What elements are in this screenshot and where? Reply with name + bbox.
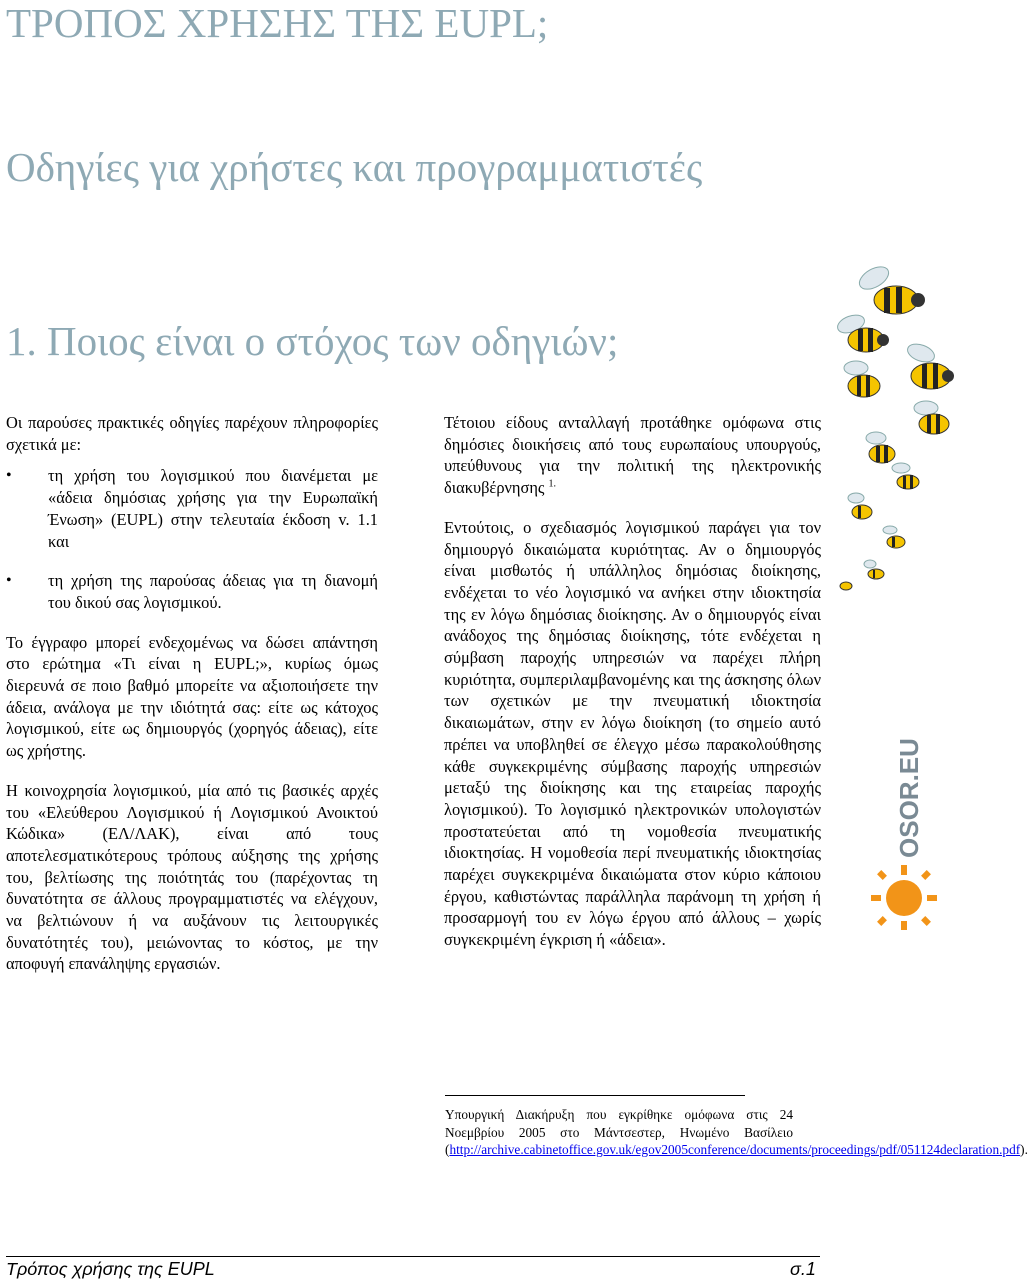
document-title: ΤΡΟΠΟΣ ΧΡΗΣΗΣ ΤΗΣ EUPL; <box>6 0 549 46</box>
bee-icon <box>835 312 889 352</box>
bee-icon <box>844 361 880 397</box>
page-number: σ.1 <box>790 1259 816 1279</box>
osor-logo-text: OSOR.EU <box>894 738 924 858</box>
bee-icon <box>864 560 884 579</box>
section-heading: 1. Ποιος είναι ο στόχος των οδηγιών; <box>6 318 619 364</box>
osor-logo <box>848 740 960 930</box>
bee-icon <box>892 463 919 489</box>
sun-icon <box>871 865 937 930</box>
paragraph: Εντούτοις, ο σχεδιασμός λογισμικού παράγει για τον δημιουργό δικαιώματα κυριότητας. Αν ο δημιουργός είναι μισθωτός ή υπάλληλος δημόσιας διοίκησης, ενδέχεται το νέο λογισμικό να ανήκει στην ιδιοκτησία της εν λόγω δημόσιας διοίκησης. Αν ο δημιουργός είναι ανάδοχος της δημόσιας διοίκησης, τότε ενδέχεται η σύμβαση παροχής υπηρεσιών να παρέχει πλήρη κυριότητα, συμπεριλαμβανομένης και της άσκησης όλων των σχετικών με την πνευματική ιδιοκτησία δικαιωμάτων, στην εν λόγω διοίκηση (το σημείο αυτό πρέπει να υποβληθεί σε έλεγχο μέσω παρακολούθησης κάθε συγκεκριμένης σύμβασης παροχής υπηρεσιών μεταξύ της διοίκησης και της εταιρείας παροχής λογισμικού). Το λογισμικό ηλεκτρονικών υπολογιστών προστατεύεται από τη νομοθεσία πνευματικής ιδιοκτησίας. Η νομοθεσία περί πνευματικής ιδιοκτησίας παρέχει συγκεκριμένα δικαιώματα στον κύριο κάποιου έργου, καθιστώντας παράλληλα παράνομη τη χρήση ή προσαρμογή του εν λόγω έργου από άλλους – χωρίς συγκεκριμένη έγκριση ή «άδεια». <box>444 517 821 950</box>
bee-icon <box>905 341 954 389</box>
bee-icon <box>848 493 872 519</box>
left-column <box>6 412 378 975</box>
bee-icon <box>840 582 852 590</box>
bees-illustration <box>826 268 960 598</box>
paragraph: Η κοινοχρησία λογισμικού, μία από τις βασικές αρχές του «Ελεύθερου Λογισμικού ή Λογισμικού Ανοικτού Κώδικα» (ΕΛ/ΛΑΚ), είναι από τους αποτελεσματικότερους τρόπους αύξησης της χρήσης του, βελτίωσης της ποιότητάς του (παρέχοντας τη δυνατότητα σε άλλους προγραμματιστές να ελέγχουν, να βελτιώνουν ή να αυξάνουν τις λειτουργικές δυνατότητές του), μειώνοντας το κόστος, με την αποφυγή επανάληψης εργασιών. <box>6 780 378 974</box>
bee-icon <box>856 262 925 314</box>
paragraph-text: Τέτοιου είδους ανταλλαγή προτάθηκε ομόφωνα στις δημόσιες διοικήσεις από τους ευρωπαίους υπουργούς, υπεύθυνους για την πολιτική της ηλεκτρονικής διακυβέρνησης <box>444 413 821 498</box>
bee-icon <box>883 526 905 548</box>
bullet-item: • τη χρήση της παρούσας άδειας για τη διανομή του δικού σας λογισμικού. <box>6 570 378 613</box>
footnote-tail: ). <box>1020 1142 1028 1158</box>
bullet-list <box>6 465 378 613</box>
bee-icon <box>866 432 895 463</box>
footnote-separator <box>445 1095 745 1096</box>
footnote-reference[interactable]: 1. <box>548 478 556 490</box>
footer-separator <box>6 1256 820 1257</box>
document-subtitle: Οδηγίες για χρήστες και προγραμματιστές <box>6 144 703 190</box>
right-column <box>444 412 821 951</box>
bee-icon <box>914 401 949 434</box>
footer-title: Τρόπος χρήσης της EUPL <box>6 1259 215 1279</box>
paragraph: Το έγγραφο μπορεί ενδεχομένως να δώσει απάντηση στο ερώτημα «Τι είναι η EUPL;», κυρίως όμως διερευνά σε ποιο βαθμό μπορείτε να αξιοποιήσετε την άδεια, ανάλογα με την ιδιότητά σας: είτε ως κάτοχος λογισμικού, είτε ως δημιουργός (χορηγός άδειας), είτε ως χρήστης. <box>6 632 378 761</box>
footnote-link[interactable]: http://archive.cabinetoffice.gov.uk/egov2005conference/documents/proceedings/pdf/051124declaration.pdf <box>449 1142 1021 1158</box>
intro-paragraph: Οι παρούσες πρακτικές οδηγίες παρέχουν πληροφορίες σχετικά με: <box>6 413 378 454</box>
paragraph <box>444 412 821 499</box>
footnote <box>445 1106 1028 1159</box>
footnote-text: Υπουργική Διακήρυξη που εγκρίθηκε ομόφωνα στις 24 Νοεμβρίου 2005 στο Μάντσεστερ, Ηνωμένο Βασίλειο ( <box>445 1107 793 1158</box>
bullet-item: • τη χρήση του λογισμικού που διανέμεται με «άδεια δημόσιας χρήσης για την Ευρωπαϊκή Ένωση» (EUPL) στην τελευταία έκδοση v. 1.1 και <box>6 465 378 552</box>
